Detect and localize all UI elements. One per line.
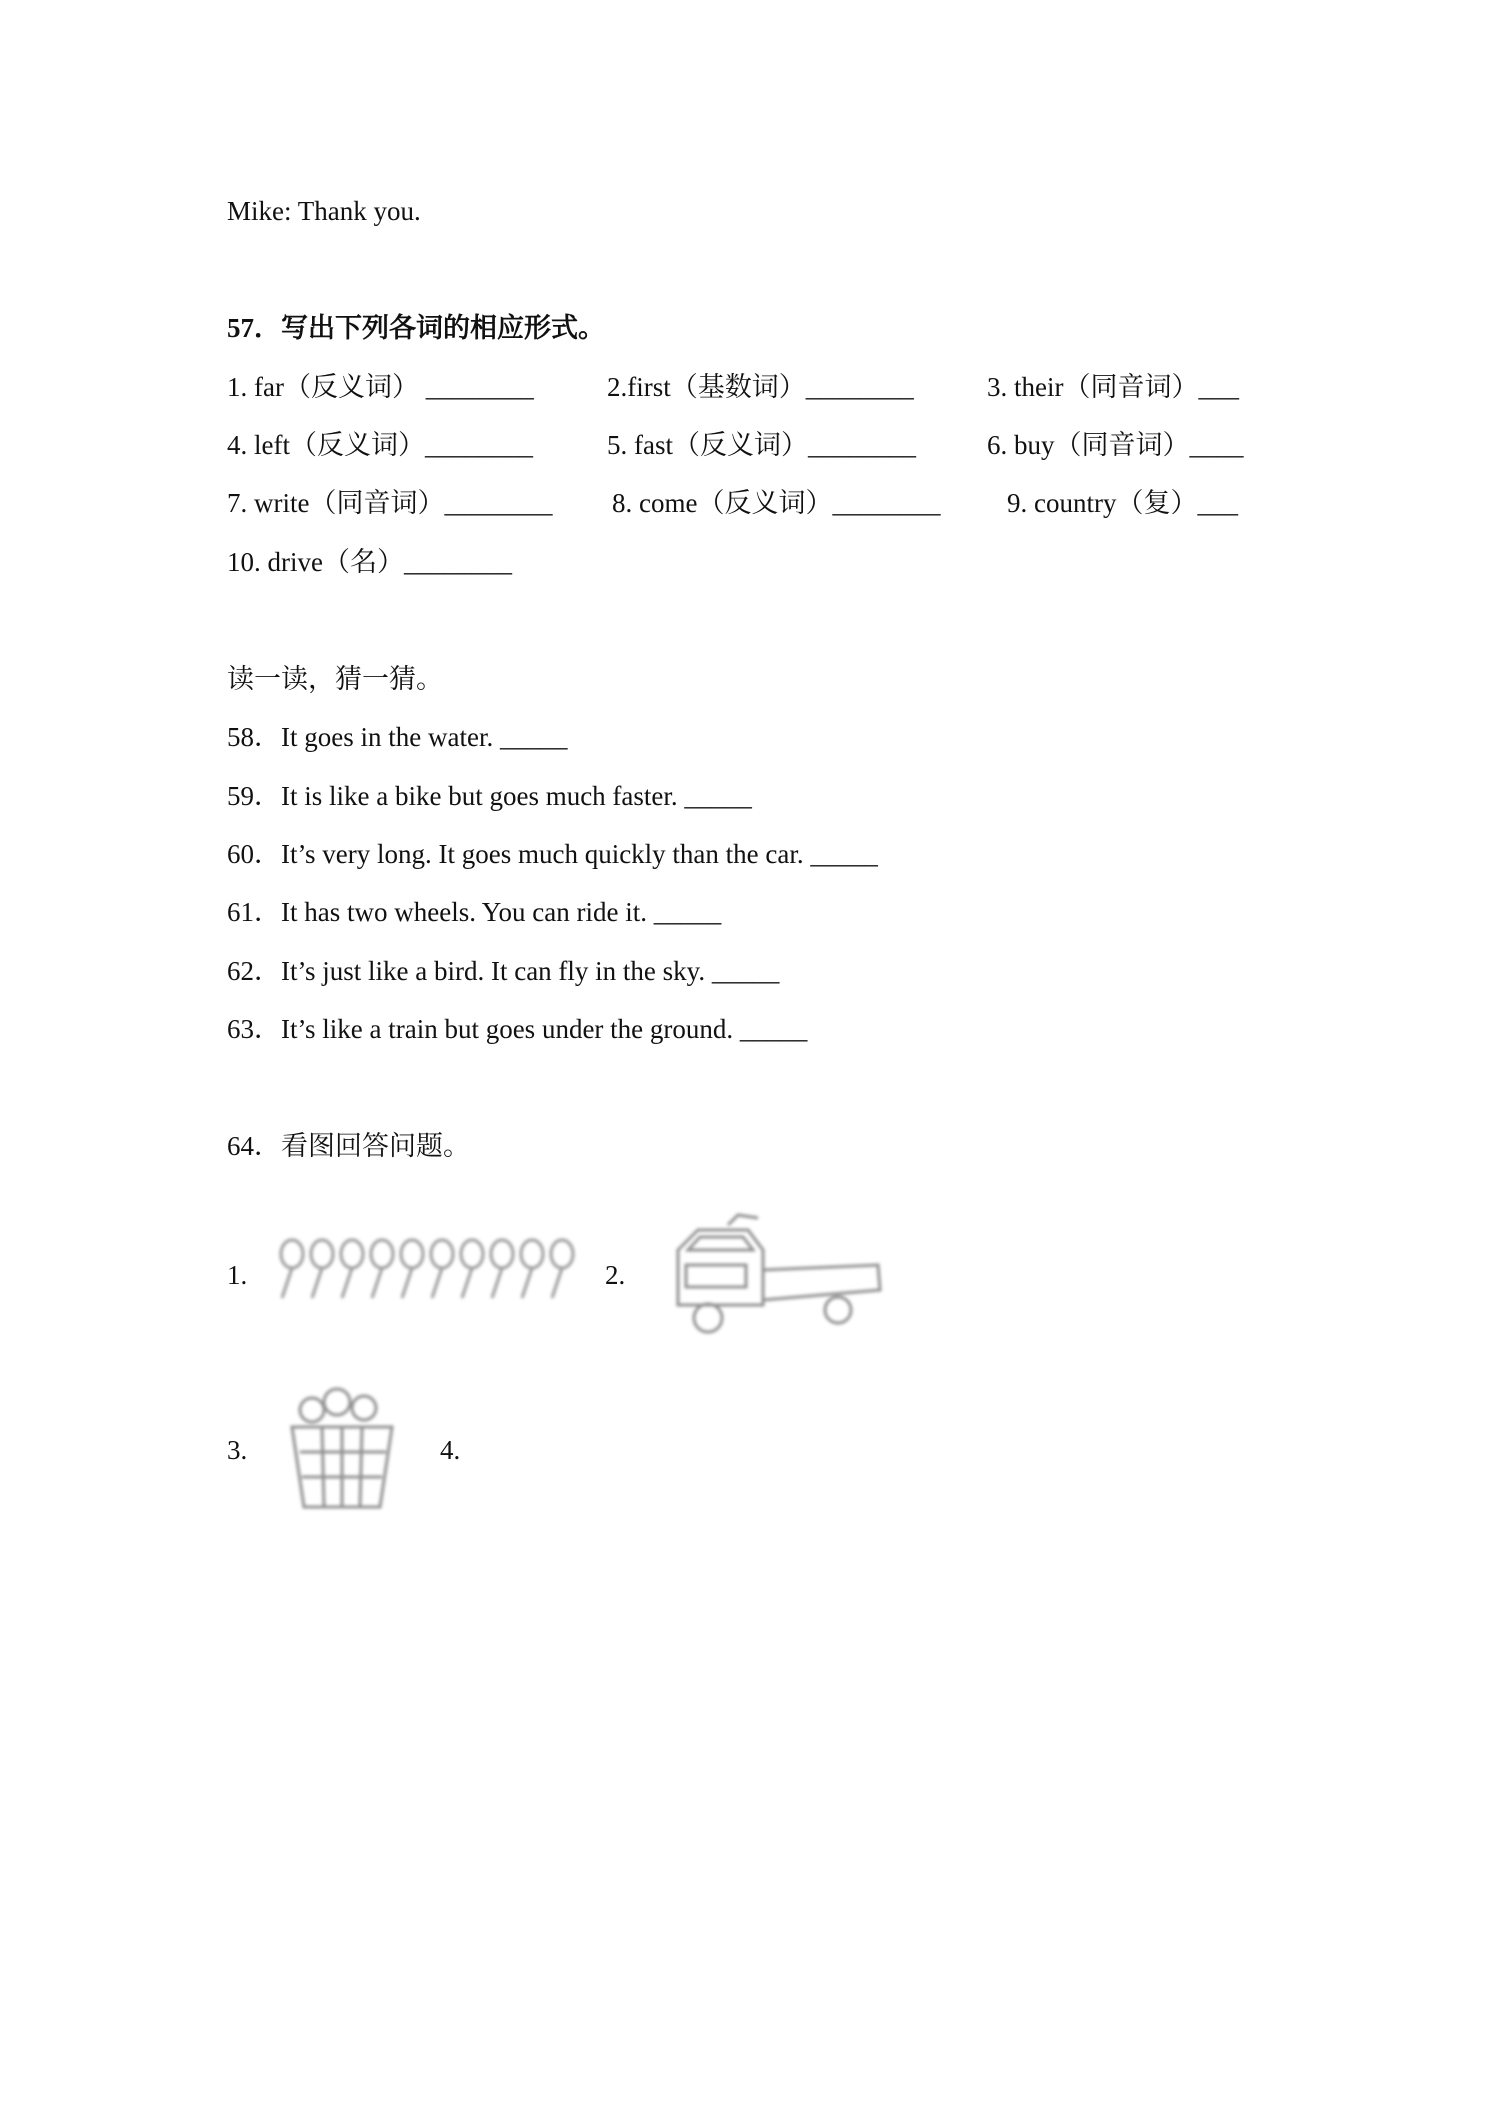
picture-label-1: 1. (227, 1260, 248, 1290)
q57-title: 57．写出下列各词的相应形式。 (227, 313, 605, 343)
guess-item-60: 60．It’s very long. It goes much quickly than the car. _____ (227, 839, 878, 869)
picture-label-2: 2. (605, 1260, 626, 1290)
guess-item-59: 59．It is like a bike but goes much faster. _____ (227, 781, 752, 811)
picture-label-3: 3. (227, 1435, 248, 1465)
q57-item: 5. fast（反义词）________ (607, 430, 916, 460)
guess-item-62: 62．It’s just like a bird. It can fly in the sky. _____ (227, 956, 780, 986)
truck-illustration (668, 1210, 888, 1345)
guess-item-61: 61．It has two wheels. You can ride it. _____ (227, 897, 722, 927)
q57-item: 3. their（同音词）___ (987, 372, 1239, 402)
q57-item: 6. buy（同音词）____ (987, 430, 1244, 460)
q57-item: 4. left（反义词）________ (227, 430, 533, 460)
fruit-basket-illustration (282, 1382, 402, 1517)
guess-item-58: 58．It goes in the water. _____ (227, 722, 568, 752)
q64-title: 64．看图回答问题。 (227, 1131, 470, 1161)
q57-item: 1. far（反义词） ________ (227, 372, 534, 402)
ice-lollies-illustration (268, 1232, 588, 1312)
picture-label-4: 4. (440, 1435, 461, 1465)
q57-item: 7. write（同音词）________ (227, 488, 553, 518)
q57-item: 9. country（复）___ (1007, 488, 1238, 518)
dialogue-line: Mike: Thank you. (227, 196, 421, 226)
guess-heading: 读一读，猜一猜。 (227, 664, 443, 694)
q57-item: 8. come（反义词）________ (612, 488, 941, 518)
guess-item-63: 63．It’s like a train but goes under the ground. _____ (227, 1014, 808, 1044)
q57-item: 2.first（基数词）________ (607, 372, 914, 402)
q57-item: 10. drive（名）________ (227, 547, 512, 577)
